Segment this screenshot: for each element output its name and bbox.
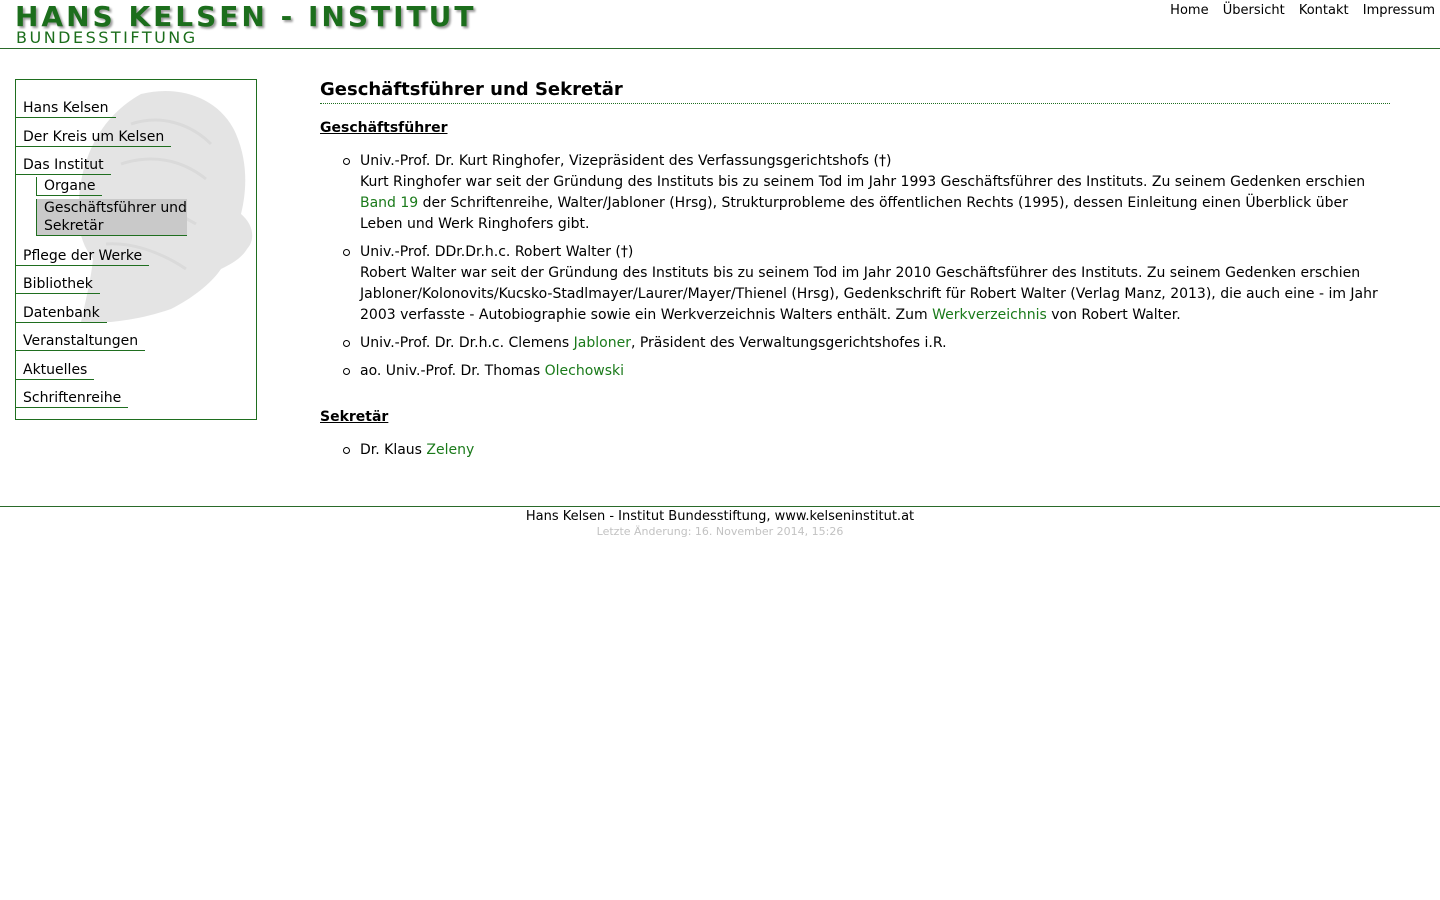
sidebar-item-kreis-um-kelsen[interactable]: Der Kreis um Kelsen — [16, 128, 171, 147]
sidebar-item-das-institut[interactable]: Das Institut — [16, 156, 111, 175]
olechowski-link[interactable]: Olechowski — [544, 363, 625, 379]
site-footer — [0, 506, 1440, 539]
person-role: , Präsident des Verwaltungsgerichtshofes i.R. — [630, 335, 947, 351]
person-title: Univ.-Prof. Dr. Dr.h.c. Clemens — [360, 335, 574, 351]
person-title: Dr. Klaus — [360, 442, 427, 458]
sidebar-item-hans-kelsen[interactable]: Hans Kelsen — [16, 99, 116, 118]
topnav-imprint-link[interactable]: Impressum — [1362, 3, 1435, 18]
topnav-home-link[interactable]: Home — [1170, 3, 1209, 18]
sidebar-item-aktuelles[interactable]: Aktuelles — [16, 361, 94, 380]
sidebar-item-schriftenreihe[interactable]: Schriftenreihe — [16, 389, 128, 408]
zeleny-link[interactable]: Zeleny — [426, 442, 475, 458]
jabloner-link[interactable]: Jabloner — [573, 335, 631, 351]
list-item — [360, 151, 1390, 235]
list-item — [360, 333, 1390, 354]
person-title: ao. Univ.-Prof. Dr. Thomas — [360, 363, 545, 379]
sidebar-subitem-geschaeftsfuehrer-sekretaer[interactable] — [36, 199, 187, 236]
footer-text: Hans Kelsen - Institut Bundesstiftung, www.kelseninstitut.at — [525, 509, 915, 524]
sidebar-item-datenbank[interactable]: Datenbank — [16, 304, 107, 323]
list-item — [360, 361, 1390, 382]
last-updated: Letzte Änderung: 16. November 2014, 15:26 — [596, 525, 844, 538]
section-heading-geschaeftsfuehrer: Geschäftsführer — [320, 120, 448, 136]
person-title: Univ.-Prof. DDr.Dr.h.c. Robert Walter (†) — [360, 244, 634, 260]
list-sekretaer — [320, 440, 1390, 461]
sidebar-subitem-organe[interactable]: Organe — [36, 177, 102, 196]
person-description-continued: der Schriftenreihe, Walter/Jabloner (Hrsg), Strukturprobleme des öffentlichen Rechts (1995), dessen Einleitung einen Überblick über Leben und Werk Ringhofers gibt. — [360, 195, 1348, 232]
section-heading-sekretaer: Sekretär — [320, 409, 389, 425]
person-description: Kurt Ringhofer war seit der Gründung des Instituts bis zu seinem Tod im Jahr 1993 Geschäftsführer des Instituts. Zu seinem Gedenken erschien — [360, 174, 1366, 190]
top-navigation — [1160, 3, 1435, 18]
band-19-link[interactable]: Band 19 — [360, 195, 419, 211]
page-title: Geschäftsführer und Sekretär — [320, 78, 1390, 104]
list-item — [360, 242, 1390, 326]
person-description-continued: von Robert Walter. — [1046, 307, 1181, 323]
sidebar-navigation — [15, 79, 257, 420]
site-header — [0, 0, 1440, 49]
werkverzeichnis-link[interactable]: Werkverzeichnis — [932, 307, 1047, 323]
person-title: Univ.-Prof. Dr. Kurt Ringhofer, Vizepräsident des Verfassungsgerichtshofs (†) — [360, 153, 892, 169]
sidebar-item-veranstaltungen[interactable]: Veranstaltungen — [16, 332, 145, 351]
site-title[interactable]: HANS KELSEN - INSTITUT — [15, 0, 477, 33]
sidebar-item-pflege-der-werke[interactable]: Pflege der Werke — [16, 247, 149, 266]
person-description: Robert Walter war seit der Gründung des Instituts bis zu seinem Tod im Jahr 2010 Geschäftsführer des Instituts. Zu seinem Gedenken erschien Jabloner/Kolonovits/Kucsko-Stadlmayer/Laurer/Mayer/Thienel (Hrsg), Gedenkschrift für Robert Walter (Verlag Manz, 2013), die auch eine - im Jahr 2003 verfasste - Autobiographie sowie ein Werkverzeichnis Walters enthält. Zum — [360, 265, 1378, 323]
topnav-contact-link[interactable]: Kontakt — [1298, 3, 1349, 18]
site-subtitle: BUNDESSTIFTUNG — [16, 28, 198, 47]
sidebar-item-bibliothek[interactable]: Bibliothek — [16, 275, 100, 294]
main-content — [320, 78, 1390, 468]
topnav-overview-link[interactable]: Übersicht — [1222, 3, 1285, 18]
list-geschaeftsfuehrer — [320, 151, 1390, 382]
list-item — [360, 440, 1390, 461]
sidebar-subitem-active-label: Geschäftsführer und Sekretär — [44, 200, 187, 234]
